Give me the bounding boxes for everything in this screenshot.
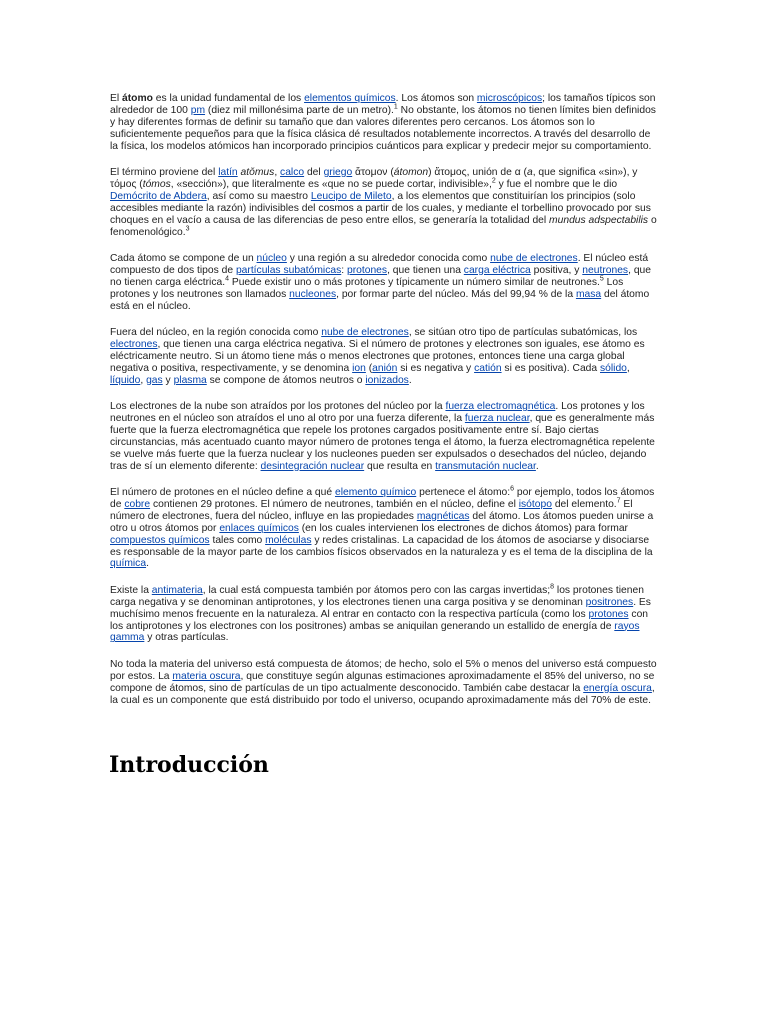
link-carga-electrica[interactable]: carga eléctrica xyxy=(463,264,531,276)
text-run: , que significa «sin»), y τόμος ( xyxy=(110,167,638,190)
text-run: ( xyxy=(365,362,373,374)
link-particulas-subatomicas[interactable]: partículas subatómicas xyxy=(235,264,342,276)
link-ionizados[interactable]: ionizados xyxy=(365,374,409,386)
citation-link-2[interactable]: 2 xyxy=(491,177,496,185)
text-run: (diez mil millonésima parte de un metro). xyxy=(205,104,394,116)
paragraph-4 xyxy=(110,327,658,387)
italic-term: atŏmus xyxy=(240,167,275,179)
citation-link-7[interactable]: 7 xyxy=(616,497,621,505)
text-run: del átomo está en el núcleo. xyxy=(110,288,650,312)
text-run: , que tienen una xyxy=(387,264,464,276)
link-antimateria[interactable]: antimateria xyxy=(151,584,203,596)
paragraph-8 xyxy=(110,659,658,707)
text-run: , que tienen una carga eléctrica negativa. Si el número de protones y electrones son iguales, ese átomo es eléctricamente neutro. Si un átomo tiene más o menos electrones que protones, entonces tiene una carga global negativa o positiva, respectivamente, y se denomina xyxy=(110,338,645,374)
text-run: No toda la materia del universo está compuesta de átomos; de hecho, solo el 5% o menos del universo está compuesto por estos. La xyxy=(110,658,657,682)
text-run: contienen 29 protones. El número de neutrones, también en el núcleo, define el xyxy=(150,498,519,510)
text-run: tales como xyxy=(209,534,266,546)
link-quimica[interactable]: química xyxy=(110,558,147,570)
link-nube-de-electrones[interactable]: nube de electrones xyxy=(490,252,578,264)
text-run: y xyxy=(162,374,174,386)
link-ion[interactable]: ion xyxy=(352,362,366,374)
article-body xyxy=(110,93,658,721)
italic-term: átomon xyxy=(393,167,429,179)
text-run: Los electrones de la nube son atraídos por los protones del núcleo por la xyxy=(110,401,446,413)
text-run: por ejemplo, todos los átomos de xyxy=(110,486,655,510)
link-isotopo[interactable]: isótopo xyxy=(518,498,552,510)
citation-link-1[interactable]: 1 xyxy=(393,103,398,111)
text-run: ) ἄτομος, unión de α ( xyxy=(428,167,527,179)
link-gas[interactable]: gas xyxy=(146,374,163,386)
link-elementos-quimicos[interactable]: elementos químicos xyxy=(304,93,396,104)
text-run: , la cual está compuesta también por átomos pero con las cargas invertidas; xyxy=(202,584,551,596)
text-run: (en los cuales intervienen los electrones de dichos átomos) para formar xyxy=(298,522,628,534)
text-run: es la unidad fundamental de los xyxy=(152,93,305,104)
text-run: y otras partículas. xyxy=(144,632,229,644)
text-run: del xyxy=(304,167,324,179)
link-liquido[interactable]: líquido xyxy=(110,374,141,386)
link-anion[interactable]: anión xyxy=(372,362,398,374)
text-run: Puede existir uno o más protones y típicamente un número similar de neutrones. xyxy=(228,276,600,288)
text-run: . El núcleo está compuesto de dos tipos de xyxy=(110,252,649,276)
text-run: , que es generalmente más fuerte que la fuerza electromagnética que repele los protones cargados positivamente entre sí. Bajo ciertas circunstancias, más acentuado cuanto mayor número de protones tenga el átomo, la fuerza electromagnética repelente se vuelve más fuerte que la fuerza nuclear y los nucleones pueden ser expulsados o desechados del núcleo, dejando tras de sí un elemento diferente: xyxy=(110,412,655,472)
citation-link-5[interactable]: 5 xyxy=(599,275,604,283)
text-run: pertenece el átomo: xyxy=(416,486,511,498)
text-run: El término proviene del xyxy=(110,167,219,179)
link-enlaces-quimicos[interactable]: enlaces químicos xyxy=(219,522,299,534)
link-fuerza-electromagnetica[interactable]: fuerza electromagnética xyxy=(445,401,556,413)
text-run: , a los elementos que constituirían los principios (solo accesibles mediante la razón) indivisibles del cosmos a partir de los cuales, y mediante el torbellino provocado por sus choques en el vacío a causa de las diferencias de peso entre ellos, se generaría la totalidad del xyxy=(110,190,651,226)
link-solido[interactable]: sólido xyxy=(600,362,627,374)
italic-term: mundus adspectabilis xyxy=(549,214,649,226)
link-electrones[interactable]: electrones xyxy=(110,338,158,350)
link-nucleones[interactable]: nucleones xyxy=(289,288,337,300)
paragraph-1 xyxy=(110,93,658,153)
link-protones[interactable]: protones xyxy=(588,608,629,620)
text-run: , xyxy=(626,362,630,374)
link-microscopicos[interactable]: microscópicos xyxy=(476,93,543,104)
link-rayos-gamma[interactable]: rayos gamma xyxy=(110,620,640,644)
link-pm[interactable]: pm xyxy=(190,104,206,116)
link-positrones[interactable]: positrones xyxy=(585,596,634,608)
link-neutrones[interactable]: neutrones xyxy=(582,264,629,276)
text-run: No obstante, los átomos no tienen límites bien definidos y hay diferentes formas de definir su tamaño que dan valores diferentes pero cercanos. Los átomos son lo suficientemente pequeños para que la física clásica dé resultados notablemente incorrectos. A través del desarrollo de la física, los modelos atómicos han incorporado principios cuánticos para explicar y predecir mejor su comportamiento. xyxy=(110,104,656,152)
text-run: , así como su maestro xyxy=(206,190,311,202)
citation-link-8[interactable]: 8 xyxy=(550,583,555,591)
text-run: , que no tienen carga eléctrica. xyxy=(110,264,651,288)
text-run: Los protones y los neutrones son llamados xyxy=(110,276,624,300)
text-run: El número de electrones, fuera del núcleo, influye en las propiedades xyxy=(110,498,633,522)
paragraph-5 xyxy=(110,401,658,472)
text-run: . Es muchísimo menos frecuente en la naturaleza. Al entrar en contacto con la respectiva partícula (como los xyxy=(110,596,651,620)
text-run: Fuera del núcleo, en la región conocida como xyxy=(110,327,322,338)
text-run: , que constituye según algunas estimaciones aproximadamente el 85% del universo, no se compone de átomos, sino de partículas de un tipo actualmente desconocido. También cabe destacar la xyxy=(110,670,655,694)
text-run: ; los tamaños típicos son alrededor de 100 xyxy=(110,93,656,116)
text-run: . Los átomos son xyxy=(395,93,477,104)
paragraph-2 xyxy=(110,167,658,238)
link-energia-oscura[interactable]: energía oscura xyxy=(583,682,652,694)
text-run: , xyxy=(140,374,147,386)
link-compuestos-quimicos[interactable]: compuestos químicos xyxy=(110,534,210,546)
link-nube-de-electrones[interactable]: nube de electrones xyxy=(321,327,409,338)
text-run: con los antiprotones y los electrones con los positrones) ambas se aniquilan generando un estallido de energía de xyxy=(110,608,649,632)
paragraph-6 xyxy=(110,487,658,570)
text-run: , «sección»), que literalmente es «que no se puede cortar, indivisible», xyxy=(170,178,492,190)
text-run: . xyxy=(146,558,149,570)
text-run: si es negativa y xyxy=(397,362,475,374)
text-run: del elemento. xyxy=(551,498,617,510)
text-run: , se sitúan otro tipo de partículas subatómicas, los xyxy=(408,327,638,338)
citation-link-3[interactable]: 3 xyxy=(185,225,190,233)
text-run: . xyxy=(408,374,412,386)
text-run: y una región a su alrededor conocida como xyxy=(286,252,491,264)
link-nucleo[interactable]: núcleo xyxy=(256,252,287,264)
text-run: y redes cristalinas. La capacidad de los átomos de asociarse y disociarse es responsable de la mayor parte de los cambios físicos observados en la naturaleza y es el tema de la disciplina de la xyxy=(110,534,653,558)
text-run: los protones tienen carga negativa y se denominan antiprotones, y los electrones tienen una carga positiva y se denominan xyxy=(110,584,644,608)
citation-link-6[interactable]: 6 xyxy=(510,485,515,493)
paragraph-3 xyxy=(110,253,658,313)
text-run: se compone de átomos neutros o xyxy=(206,374,366,386)
link-magneticas[interactable]: magnéticas xyxy=(416,510,470,522)
link-masa[interactable]: masa xyxy=(575,288,602,300)
link-leucipo-de-mileto[interactable]: Leucipo de Mileto xyxy=(310,190,392,202)
link-griego[interactable]: griego xyxy=(323,167,353,179)
text-run: El xyxy=(110,93,123,104)
link-cation[interactable]: catión xyxy=(474,362,502,374)
section-heading-introduccion: Introducción xyxy=(109,752,269,778)
link-materia-oscura[interactable]: materia oscura xyxy=(172,670,241,682)
italic-term: a xyxy=(526,167,533,179)
text-run: o fenomenológico. xyxy=(110,214,657,238)
link-cobre[interactable]: cobre xyxy=(124,498,151,510)
text-run: y fue el nombre que le dio xyxy=(495,178,618,190)
text-run: que resulta en xyxy=(364,460,436,472)
link-elemento-quimico[interactable]: elemento químico xyxy=(334,486,417,498)
text-run: Existe la xyxy=(110,584,152,596)
text-run: : xyxy=(341,264,347,276)
italic-term: tómos xyxy=(142,178,171,190)
text-run: . xyxy=(535,460,539,472)
text-run: , la cual es un componente que está distribuido por todo el universo, ocupando aproximadamente más del 70% de este. xyxy=(110,682,655,706)
text-run: positiva, y xyxy=(530,264,583,276)
paragraph-7 xyxy=(110,585,658,645)
link-transmutacion-nuclear[interactable]: transmutación nuclear xyxy=(435,460,536,472)
text-run: , xyxy=(274,167,281,179)
link-democrito-de-abdera[interactable]: Demócrito de Abdera xyxy=(110,190,207,202)
text-run: si es positiva). Cada xyxy=(501,362,600,374)
text-run: , por formar parte del núcleo. Más del 99,94 % de la xyxy=(336,288,576,300)
link-plasma[interactable]: plasma xyxy=(173,374,207,386)
link-protones[interactable]: protones xyxy=(346,264,388,276)
text-run: El número de protones en el núcleo define a qué xyxy=(110,486,335,498)
link-moleculas[interactable]: moléculas xyxy=(265,534,312,546)
bold-term: átomo xyxy=(122,93,153,104)
link-latin[interactable]: latín xyxy=(218,167,238,179)
link-desintegracion-nuclear[interactable]: desintegración nuclear xyxy=(260,460,365,472)
link-calco[interactable]: calco xyxy=(280,167,305,179)
text-run: . Los protones y los neutrones en el núcleo son atraídos el uno al otro por una fuerza diferente, la xyxy=(110,401,645,424)
text-run: del átomo. Los átomos pueden unirse a otro u otros átomos por xyxy=(110,510,654,534)
citation-link-4[interactable]: 4 xyxy=(225,275,229,283)
text-run: Cada átomo se compone de un xyxy=(110,252,257,264)
text-run: ἄτομον ( xyxy=(352,167,394,179)
link-fuerza-nuclear[interactable]: fuerza nuclear xyxy=(464,412,530,424)
